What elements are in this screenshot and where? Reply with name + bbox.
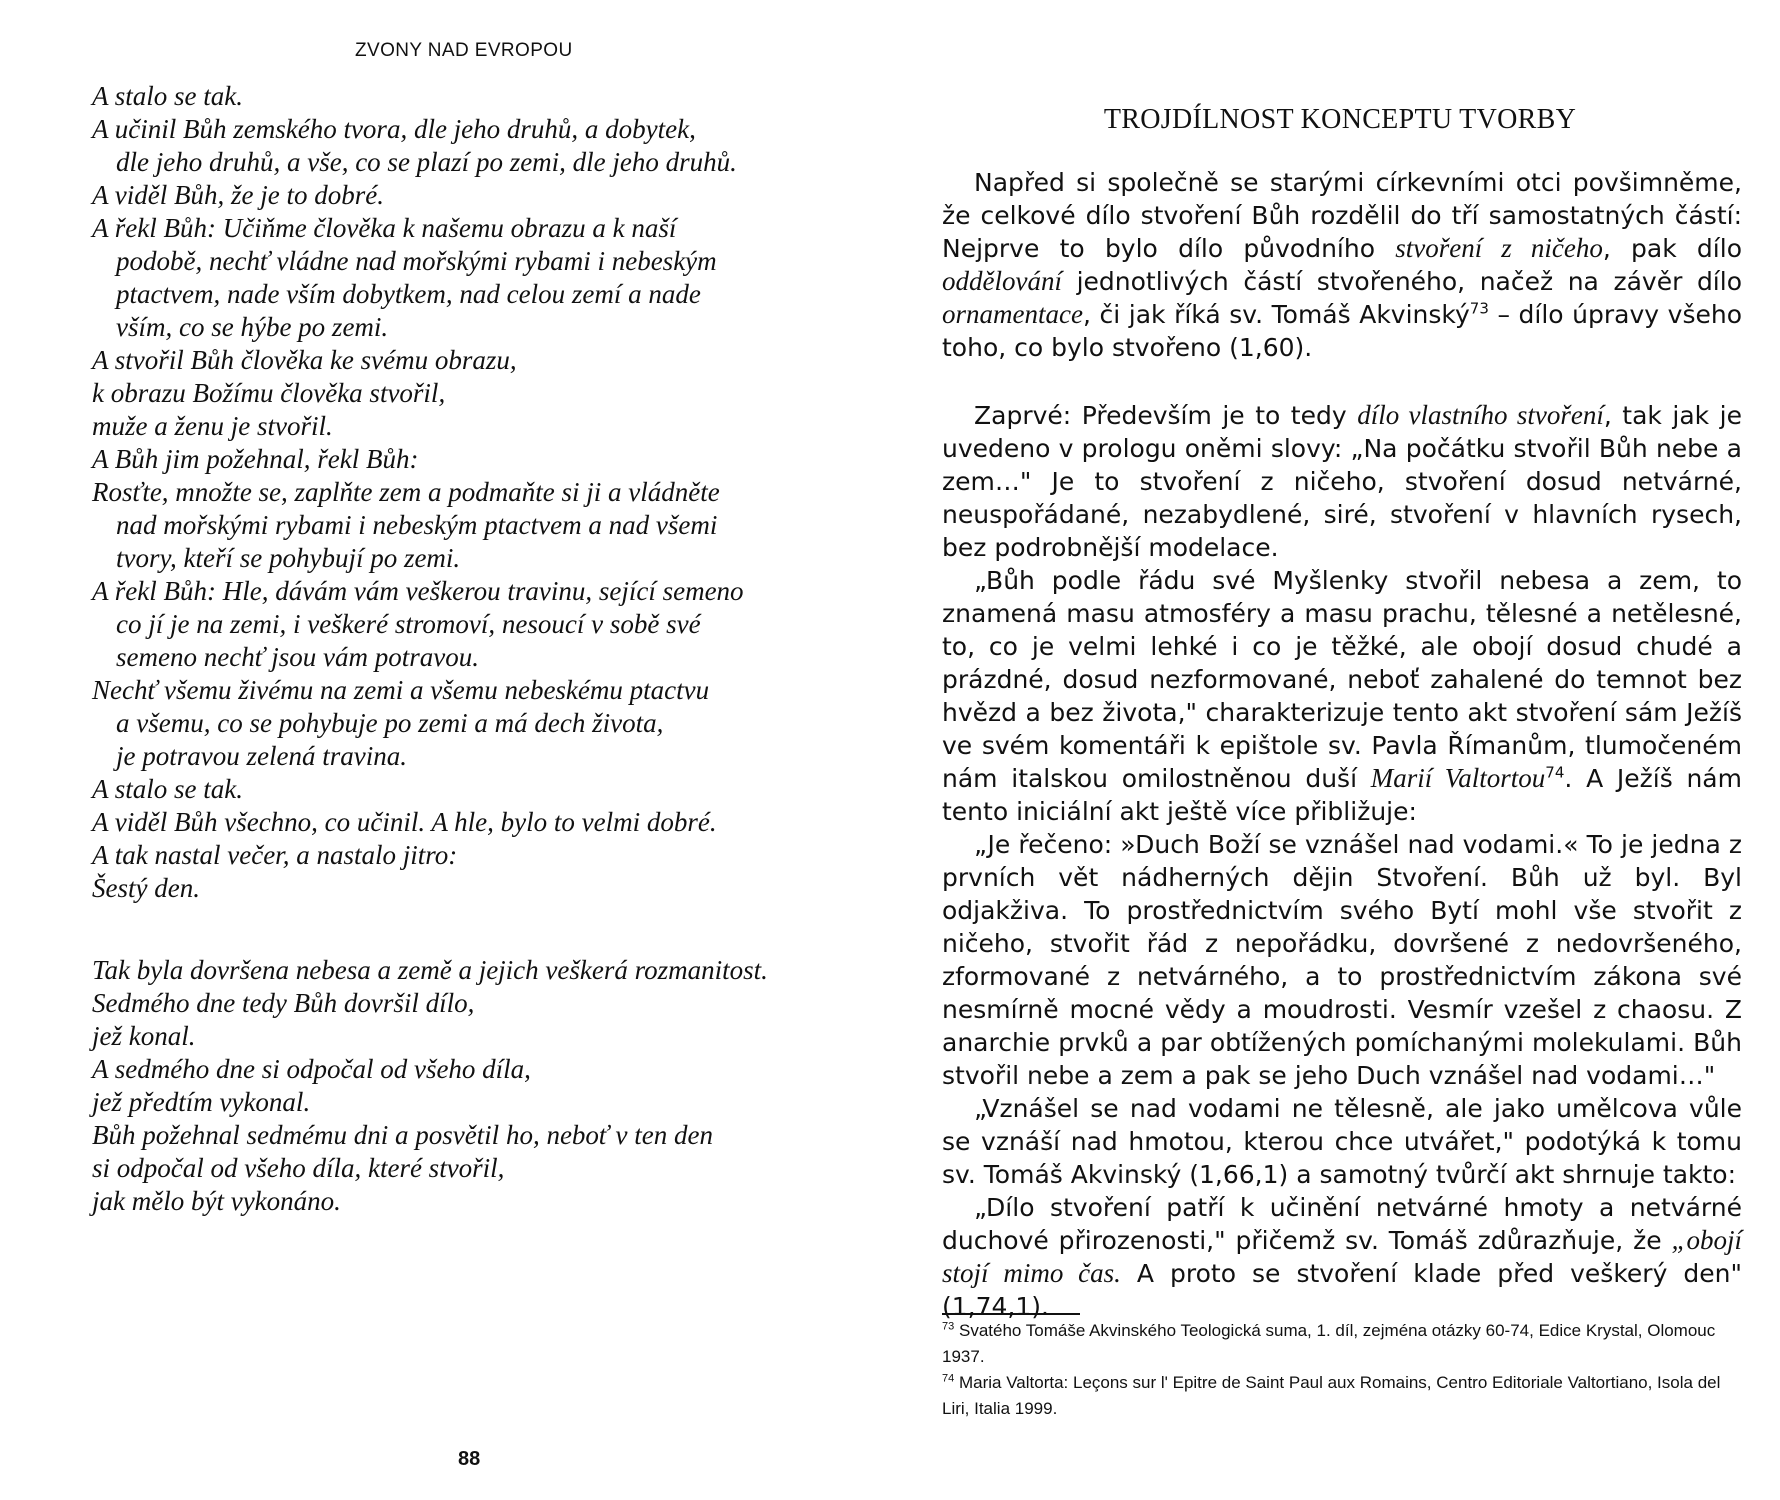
poem-line: nad mořskými rybami i nebeským ptactvem a nad všemi (116, 510, 718, 540)
footnote-ref[interactable]: 73 (1469, 299, 1489, 318)
poem-line: A stvořil Bůh člověka ke svému obrazu, (92, 345, 517, 375)
poem-line: k obrazu Božímu člověka stvořil, (92, 378, 446, 408)
poem-line: A sedmého dne si odpočal od všeho díla, (92, 1054, 531, 1084)
poem-line: A stalo se tak. (92, 774, 243, 804)
paragraph: Zaprvé: Především je to tedy dílo vlastního stvoření, tak jak je uvedeno v prologu oněmi slovy: „Na počátku stvořil Bůh nebe a zem…" Je to stvoření z ničeho, stvoření dosud netvárné, neuspořádané, nezabydlené, siré, stvoření v hlavních rysech, bez podrobnější modelace. (942, 400, 1743, 562)
paragraph: „Je řečeno: »Duch Boží se vznášel nad vodami.« To je jedna z prvních vět nádherných dějin Stvoření. Bůh už byl. Byl odjakživa. To prostřednictvím svého Bytí mohl vše stvořit z ničeho, stvořit řád z nepořádku, dovršené z nedovršeného, zformované z netvárného, a to prostřednictvím zákona své nesmírně mocné vědy a moudrosti. Vesmír vzešel z chaosu. Z anarchie prvků a par obtížených pomíchanými molekulami. Bůh stvořil nebe a zem a pak se jeho Duch vznášel nad vodami…" (942, 830, 1742, 1090)
poem-line: Nechť všemu živému na zemi a všemu nebeskému ptactvu (92, 675, 710, 705)
poem-line: Šestý den. (92, 873, 200, 903)
poem-line: jak mělo být vykonáno. (92, 1186, 341, 1216)
poem-line: vším, co se hýbe po zemi. (116, 312, 389, 342)
emphasis: „obojí stojí mimo čas. (942, 1225, 1742, 1288)
footnote-number: 74 (942, 1372, 955, 1385)
poem-line: Tak byla dovršena nebesa a země a jejich veškerá rozmanitost. (92, 955, 768, 985)
right-page (900, 0, 1780, 1500)
poem-line: A řekl Bůh: Hle, dávám vám veškerou travinu, sející semeno (92, 576, 744, 606)
paragraph: „Vznášel se nad vodami ne tělesně, ale jako umělcova vůle se vznáší nad hmotou, kterou chce utvářet," podotýká k tomu sv. Tomáš Akvinský (1,66,1) a samotný tvůrčí akt shrnuje takto: (942, 1094, 1742, 1189)
poem-line: podobě, nechť vládne nad mořskými rybami i nebeským (116, 246, 717, 276)
poem-line: muže a ženu je stvořil. (92, 411, 333, 441)
footnote-ref[interactable]: 74 (1545, 763, 1565, 782)
poem-line: je potravou zelená travina. (116, 741, 407, 771)
poem-line: A řekl Bůh: Učiňme člověka k našemu obrazu a k naší (92, 213, 677, 243)
poem-line: A Bůh jim požehnal, řekl Bůh: (92, 444, 419, 474)
poem-line: jež konal. (92, 1021, 196, 1051)
footnotes (942, 1318, 1742, 1422)
poem-line: Sedmého dne tedy Bůh dovršil dílo, (92, 988, 475, 1018)
footnote: $^{74}$ Maria Valtorta: Leçons sur l' Epitre de Saint Paul aux Romains, Centro Editoriale Valtortiano, Isola del Liri, Italia 1999. (942, 1372, 1721, 1418)
poem-line: si odpočal od všeho díla, které stvořil, (92, 1153, 505, 1183)
poem-line: co jí je na zemi, i veškeré stromoví, nesoucí v sobě své (116, 609, 701, 639)
paragraph: Napřed si společně se starými církevními otci povšimněme, že celkové dílo stvoření Bůh rozdělil do tří samostatných částí: Nejprve to bylo dílo původního stvoření z ničeho, pak dílo oddělování jednotlivých částí stvořeného, načež na závěr dílo ornamentace, či jak říká sv. Tomáš Akvinský$^{73}$ – dílo úpravy všeho toho, co bylo stvořeno (1,60). (942, 168, 1742, 362)
poem-line: Rosťte, množte se, zaplňte zem a podmaňte si ji a vládněte (92, 477, 720, 507)
poem-line: A stalo se tak. (92, 81, 243, 111)
footnote-number: 73 (942, 1320, 955, 1333)
paragraph: „Dílo stvoření patří k učinění netvárné hmoty a netvárné duchové přirozenosti," přičemž sv. Tomáš zdůrazňuje, že „obojí stojí mimo čas. A proto se stvoření klade před veškerý den" (1,74,1). (942, 1193, 1742, 1321)
emphasis: dílo vlastního stvoření (1357, 400, 1604, 430)
scripture-passage (92, 80, 852, 1218)
paragraph: „Bůh podle řádu své Myšlenky stvořil nebesa a zem, to znamená masu atmosféry a masu prachu, tělesné a netělesné, to, co je velmi lehké i co je těžké, ale obojí dosud chudé a prázdné, dosud nezformované, neboť zahalené do temnot bez hvězd a bez života," charakterizuje tento akt stvoření sám Ježíš ve svém komentáři k epištole sv. Pavla Římanům, tlumočeném nám italskou omilostněnou duší Marií Valtortou$^{74}$. A Ježíš nám tento iniciální akt ještě více přibližuje: (942, 566, 1742, 826)
body-text (942, 166, 1742, 1323)
poem-line: tvory, kteří se pohybují po zemi. (116, 543, 461, 573)
poem-line: A učinil Bůh zemského tvora, dle jeho druhů, a dobytek, (92, 114, 696, 144)
poem-line: A viděl Bůh všechno, co učinil. A hle, bylo to velmi dobré. (92, 807, 717, 837)
footnote-rule (942, 1313, 1080, 1315)
chapter-title: TROJDÍLNOST KONCEPTU TVORBY (1103, 104, 1577, 135)
left-page (0, 0, 870, 1500)
poem-line: semeno nechť jsou vám potravou. (116, 642, 479, 672)
footnote: $^{73}$ Svatého Tomáše Akvinského Teologická suma, 1. díl, zejména otázky 60-74, Edice Krystal, Olomouc 1937. (942, 1320, 1716, 1366)
running-head: ZVONY NAD EVROPOU (355, 40, 573, 61)
poem-line: a všemu, co se pohybuje po zemi a má dech života, (116, 708, 664, 738)
poem-line: Bůh požehnal sedmému dni a posvětil ho, neboť v ten den (92, 1120, 713, 1150)
poem-line: A viděl Bůh, že je to dobré. (92, 180, 384, 210)
poem-line: ptactvem, nade vším dobytkem, nad celou zemí a nade (116, 279, 701, 309)
poem-line: jež předtím vykonal. (92, 1087, 311, 1117)
stanza-gap (92, 905, 852, 954)
emphasis: oddělování (942, 266, 1062, 296)
page-number: 88 (458, 1448, 481, 1470)
emphasis: Marií Valtortou (1370, 763, 1546, 793)
emphasis: stvoření z ničeho (1395, 233, 1603, 263)
poem-line: dle jeho druhů, a vše, co se plazí po zemi, dle jeho druhů. (116, 147, 737, 177)
emphasis: ornamentace (942, 299, 1083, 329)
poem-line: A tak nastal večer, a nastalo jitro: (92, 840, 458, 870)
